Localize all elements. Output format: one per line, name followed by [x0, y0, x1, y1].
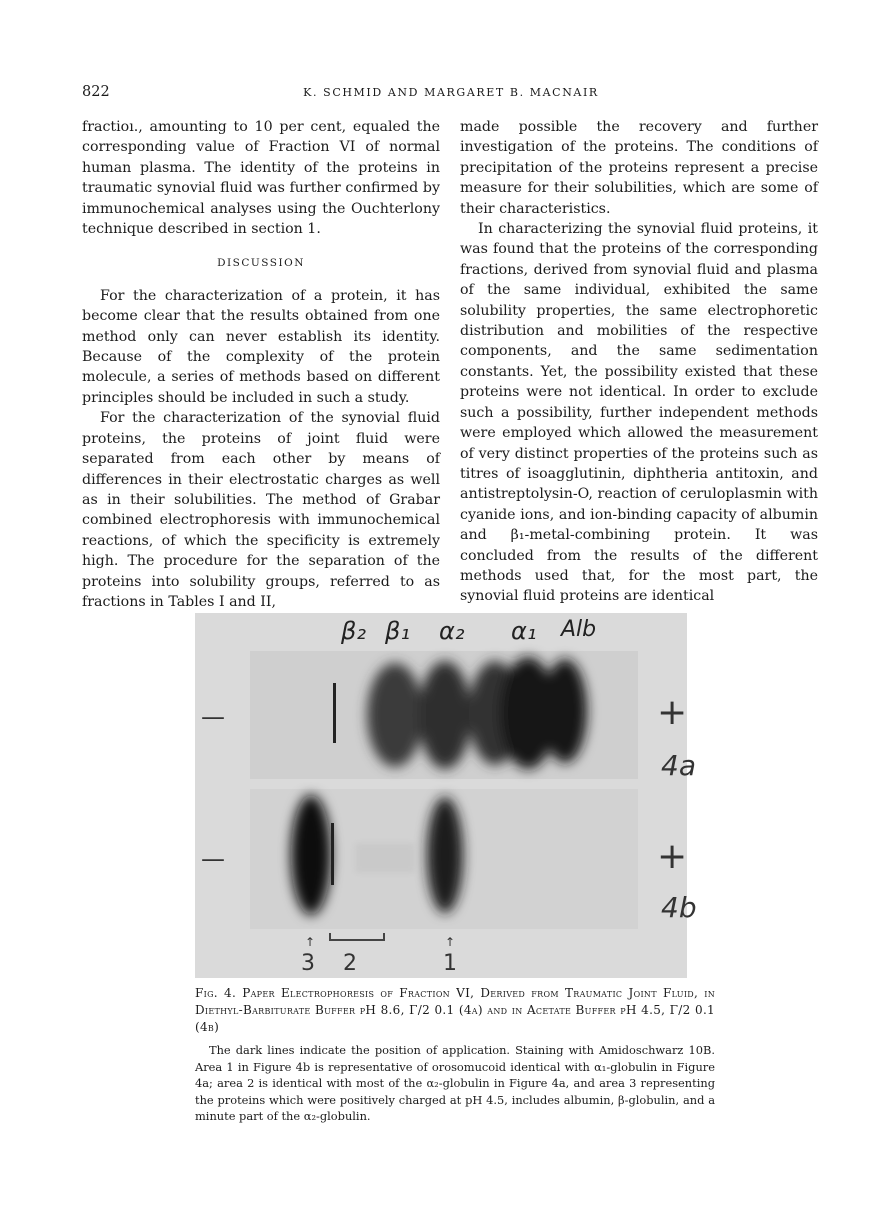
- arrow-icon: ↑: [445, 935, 456, 949]
- paragraph: In characterizing the synovial fluid proteins, it was found that the proteins of the corresponding fractions, derived from synovial fluid and plasma of the same individual, exhibited the same solubility properties, the same electrophoretic distribution and mobilities of the respective components, and the same sedimentation constants. Yet, the possibility existed that these proteins were not identical. In order to exclude such a possibility, further independent methods were employed which allowed the measurement of very distinct properties of the proteins such as titres of isoagglutinin, diphtheria antitoxin, and antistreptolysin-O, reaction of ceruloplasmin with cyanide ions, and ion-binding capacity of albumin and β₁-metal-combining protein. It was concluded from the results of the different methods used that, for the most part, the synovial fluid proteins are identical: [460, 221, 818, 605]
- strip-label-4a: 4a: [661, 749, 696, 782]
- bracket-icon: [329, 933, 385, 941]
- left-column: [82, 117, 440, 612]
- electrophoresis-photo: [195, 613, 687, 978]
- caption-title: Fig. 4. Paper Electrophoresis of Fraction VI, Derived from Traumatic Joint Fluid, in Diethyl-Barbiturate Buffer pH 8.6, Γ/2 0.1 (4a) and in Acetate Buffer pH 4.5, Γ/2 0.1 (4b): [195, 986, 715, 1034]
- running-title: K. SCHMID AND MARGARET B. MACNAIR: [303, 86, 599, 99]
- area-label-1: 1: [443, 951, 457, 976]
- paragraph: made possible the recovery and further investigation of the proteins. The conditions of precipitation of the proteins represent a precise measure for their solubilities, which are some of their characteristics.: [460, 119, 818, 217]
- arrow-icon: ↑: [305, 935, 316, 949]
- paragraph: For the characterization of a protein, it has become clear that the results obtained from one method only can never establish its identity. Because of the complexity of the protein molecule, a series of methods based on different principles should be included in such a study.: [82, 287, 440, 406]
- paragraph: For the characterization of the synovial fluid proteins, the proteins of joint fluid were separated from each other by means of differences in their electrostatic charges as well as in their solubilities. The method of Grabar combined electrophoresis with immunochemical reactions, of which the specificity is extremely high. The procedure for the separation of the proteins into solubility groups, referred to as fractions in Tables I and II,: [82, 410, 440, 610]
- electrophoresis-figure: [195, 613, 697, 978]
- section-heading: DISCUSSION: [217, 257, 305, 270]
- band-label-beta2: β₂: [341, 617, 366, 645]
- band-label-albumin: Alb: [561, 617, 597, 642]
- right-column: [460, 117, 818, 607]
- minus-sign-4a: —: [201, 703, 225, 731]
- band-label-alpha2: α₂: [439, 617, 465, 645]
- area-label-3: 3: [301, 951, 315, 976]
- figure-caption: [195, 985, 715, 1125]
- strip-label-4b: 4b: [661, 891, 697, 924]
- band-label-alpha1: α₁: [511, 617, 537, 645]
- minus-sign-4b: —: [201, 845, 225, 873]
- band-label-beta1: β₁: [385, 617, 410, 645]
- paragraph: fractioı., amounting to 10 per cent, equaled the corresponding value of Fraction VI of normal human plasma. The identity of the proteins in traumatic synovial fluid was further confirmed by immunochemical analyses using the Ouchterlony technique described in section 1.: [82, 119, 440, 238]
- plus-sign-4b: +: [657, 836, 688, 877]
- area-label-2: 2: [343, 951, 357, 976]
- page-number: 822: [82, 84, 110, 100]
- caption-body: The dark lines indicate the position of application. Staining with Amidoschwarz 10B. Area 1 in Figure 4b is representative of orosomucoid identical with α₁-globulin in Figure 4a; area 2 is identical with most of the α₂-globulin in Figure 4a, and area 3 representing the proteins which were positively charged at pH 4.5, includes albumin, β-globulin, and a minute part of the α₂-globulin.: [195, 1043, 715, 1123]
- page-header: [82, 84, 820, 104]
- plus-sign-4a: +: [657, 692, 688, 733]
